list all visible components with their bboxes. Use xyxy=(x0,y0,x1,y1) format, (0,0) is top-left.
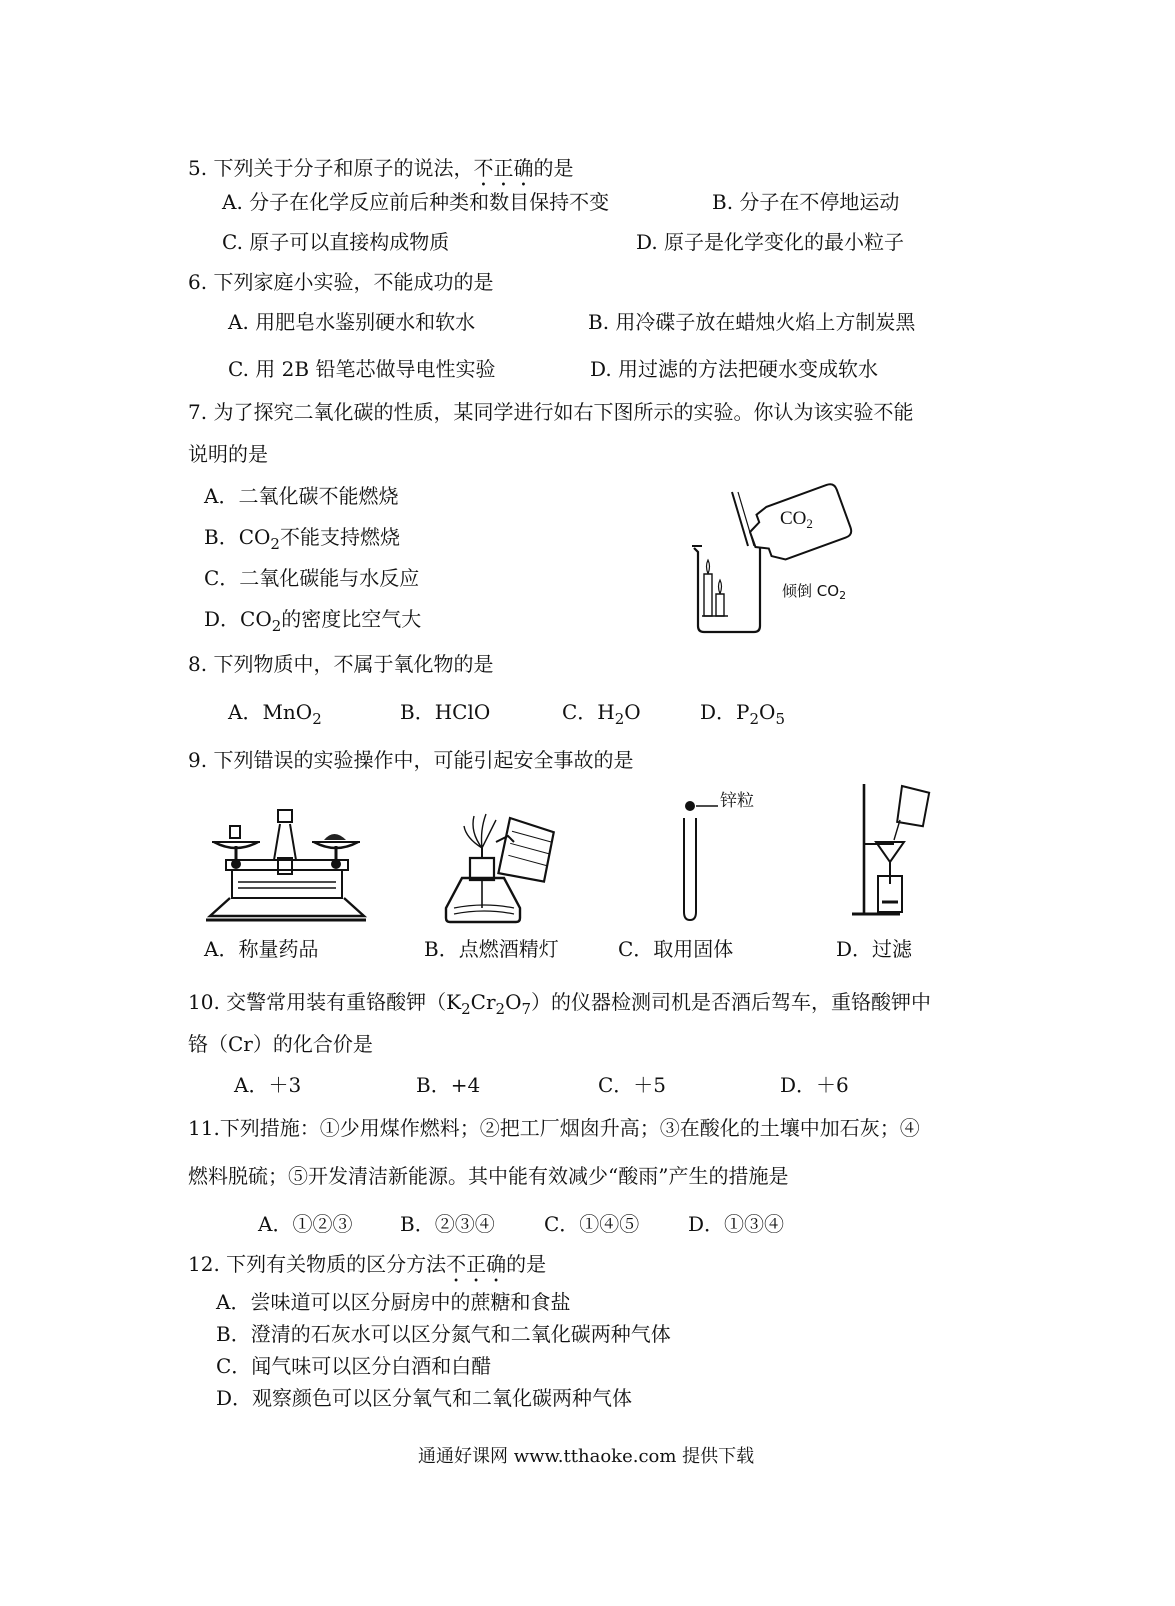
q7-option-b xyxy=(204,525,400,556)
q9-option-b: B．点燃酒精灯 xyxy=(424,937,559,961)
q7-option-d-pre: D．CO xyxy=(204,607,272,631)
q6-option-d: D. 用过滤的方法把硬水变成软水 xyxy=(590,357,879,381)
q8-option-a xyxy=(228,700,322,731)
q5-number: 5. xyxy=(188,156,208,180)
q7-stem-line1 xyxy=(188,400,913,424)
q8-option-d-sub2: 5 xyxy=(775,710,785,728)
q6-option-a: A. 用肥皂水鉴别硬水和软水 xyxy=(228,310,476,334)
q12-stem-end: 的是 xyxy=(506,1252,547,1276)
q7-option-d-post: 的密度比空气大 xyxy=(281,607,422,631)
q8-stem-text: 下列物质中，不属于氧化物的是 xyxy=(213,652,494,676)
q10-mid1: Cr xyxy=(470,990,496,1014)
q8-option-d-mid: O xyxy=(759,700,776,724)
q6-stem-text: 下列家庭小实验，不能成功的是 xyxy=(213,270,494,294)
q10-option-c: C．＋5 xyxy=(598,1073,667,1097)
q12-stem-text: 下列有关物质的区分方法 xyxy=(226,1252,447,1276)
q9-option-a: A．称量药品 xyxy=(204,937,319,961)
q7-option-c: C．二氧化碳能与水反应 xyxy=(204,566,420,590)
q10-option-a: A．＋3 xyxy=(234,1073,302,1097)
q10-sub1: 2 xyxy=(461,1000,471,1018)
q10-number: 10. xyxy=(188,990,220,1014)
zinc-label: 锌粒 xyxy=(720,791,754,811)
q7-option-a: A．二氧化碳不能燃烧 xyxy=(204,484,399,508)
q9-stem-text: 下列错误的实验操作中，可能引起安全事故的是 xyxy=(213,748,634,772)
q12-option-c: C．闻气味可以区分白酒和白醋 xyxy=(216,1354,492,1378)
q11-option-c: C．①④⑤ xyxy=(544,1212,640,1236)
q12-stem xyxy=(188,1252,546,1287)
co2-figure-caption xyxy=(782,582,846,602)
q7-stem-line2: 说明的是 xyxy=(188,442,268,466)
q12-emphasis: 不正确 xyxy=(446,1252,507,1276)
q9-stem xyxy=(188,748,633,772)
co2-pouring-figure xyxy=(688,488,868,638)
q11-stem-text: 下列措施：①少用煤作燃料；②把工厂烟囱升高；③在酸化的土壤中加石灰；④ xyxy=(219,1116,920,1140)
q10-stem-line1 xyxy=(188,990,931,1021)
q12-option-b: B．澄清的石灰水可以区分氮气和二氧化碳两种气体 xyxy=(216,1322,671,1346)
q8-option-c-pre: C．H xyxy=(562,700,615,724)
q9-number: 9. xyxy=(188,748,208,772)
q7-stem-text: 为了探究二氧化碳的性质，某同学进行如右下图所示的实验。你认为该实验不能 xyxy=(213,400,914,424)
q5-stem-end: 的是 xyxy=(533,156,574,180)
q7-option-b-post: 不能支持燃烧 xyxy=(279,525,400,549)
q11-stem-line2: 燃料脱硫；⑤开发清洁新能源。其中能有效减少“酸雨”产生的措施是 xyxy=(188,1164,789,1188)
q5-stem-text: 下列关于分子和原子的说法， xyxy=(213,156,474,180)
q8-option-d xyxy=(700,700,785,731)
q7-option-d xyxy=(204,607,421,638)
q8-option-c-sub: 2 xyxy=(614,710,625,728)
q7-number: 7. xyxy=(188,400,208,424)
q11-option-a: A．①②③ xyxy=(258,1212,353,1236)
q8-option-b: B．HClO xyxy=(400,700,491,724)
q5-option-c: C. 原子可以直接构成物质 xyxy=(222,230,450,254)
q12-option-a: A．尝味道可以区分厨房中的蔗糖和食盐 xyxy=(216,1290,571,1314)
q5-option-b: B. 分子在不停地运动 xyxy=(712,190,900,214)
q9-option-c: C．取用固体 xyxy=(618,937,734,961)
q6-stem xyxy=(188,270,493,294)
q10-sub2: 2 xyxy=(495,1000,506,1018)
balance-figure xyxy=(204,802,368,924)
q7-option-d-sub: 2 xyxy=(271,617,282,635)
q8-stem xyxy=(188,652,493,676)
q6-option-c: C. 用 2B 铅笔芯做导电性实验 xyxy=(228,357,496,381)
q8-option-c xyxy=(562,700,641,731)
q11-option-b: B．②③④ xyxy=(400,1212,495,1236)
q9-option-d: D．过滤 xyxy=(836,937,913,961)
q8-number: 8. xyxy=(188,652,208,676)
q5-option-d: D. 原子是化学变化的最小粒子 xyxy=(636,230,905,254)
q10-stem-post: ）的仪器检测司机是否酒后驾车，重铬酸钾中 xyxy=(531,990,932,1014)
q11-option-d: D．①③④ xyxy=(688,1212,785,1236)
q5-emphasis: 不正确 xyxy=(473,156,534,180)
q8-option-c-post: O xyxy=(624,700,641,724)
q8-option-d-pre: D．P xyxy=(700,700,750,724)
co2-bottle-label-sub: 2 xyxy=(806,516,813,531)
filtration-figure xyxy=(850,780,954,922)
q6-number: 6. xyxy=(188,270,208,294)
q5-stem xyxy=(188,156,573,191)
q8-option-a-pre: A．MnO xyxy=(228,700,313,724)
q11-stem-line1 xyxy=(188,1116,920,1140)
q8-option-d-sub1: 2 xyxy=(749,710,760,728)
co2-figure-caption-sub: 2 xyxy=(839,589,847,602)
co2-bottle-label-main: CO xyxy=(780,508,807,529)
q7-option-b-sub: 2 xyxy=(270,535,280,553)
q7-option-b-pre: B．CO xyxy=(204,525,271,549)
alcohol-lamp-figure xyxy=(440,808,566,928)
q10-stem-line2: 铬（Cr）的化合价是 xyxy=(188,1032,373,1056)
q12-number: 12. xyxy=(188,1252,220,1276)
q8-option-a-sub: 2 xyxy=(312,710,322,728)
footer-credit: 通通好课网 www.tthaoke.com 提供下载 xyxy=(418,1446,755,1467)
q12-option-d: D．观察颜色可以区分氧气和二氧化碳两种气体 xyxy=(216,1386,633,1410)
q5-option-a: A. 分子在化学反应前后种类和数目保持不变 xyxy=(222,190,610,214)
q10-stem-pre: 交警常用装有重铬酸钾（K xyxy=(226,990,462,1014)
q10-option-b: B．+4 xyxy=(416,1073,481,1097)
q10-sub3: 7 xyxy=(521,1000,532,1018)
q10-mid2: O xyxy=(505,990,522,1014)
test-tube-figure xyxy=(680,788,780,924)
q6-option-b: B. 用冷碟子放在蜡烛火焰上方制炭黑 xyxy=(588,310,916,334)
q10-option-d: D．＋6 xyxy=(780,1073,849,1097)
q11-number: 11. xyxy=(188,1116,220,1140)
co2-figure-caption-main: 倾倒 CO xyxy=(782,582,840,600)
